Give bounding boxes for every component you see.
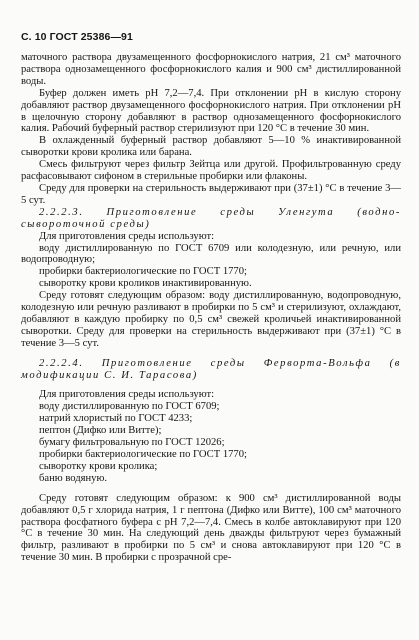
paragraph: сыворотку крови кроликов инактивированную.	[39, 278, 252, 290]
paragraph: Среду готовят следующим образом: воду дистиллированную, водопроводную, колодезную или речную разливают в пробирки по 5 см³ и стерилизуют, охлаждают, добавляют в каждую пробирку по 0,5 см³ свежей кроличьей инактивированной сыворотки. Среду для проверки на стерильность выдерживают при (37±1) °С в течение 3—5 сут.	[21, 290, 401, 349]
paragraph: Буфер должен иметь рН 7,2—7,4. При отклонении рН в кислую сторону добавляют раствор двузамещенного фосфорнокислого натрия. При отклонении рН в щелочную сторону добавляют в раствор однозамещенного фосфорнокислого калия. Рабочий буферный раствор стерилизуют при 120 °С в течение 30 мин.	[21, 87, 401, 135]
paragraph: пробирки бактериологические по ГОСТ 1770;	[39, 266, 247, 278]
paragraph: натрий хлористый по ГОСТ 4233;	[39, 413, 193, 425]
paragraph: Для приготовления среды используют:	[39, 230, 215, 242]
paragraph: пептон (Дифко или Витте);	[39, 425, 162, 437]
paragraph: Среду для проверки на стерильность выдерживают при (37±1) °С в течение 3—5 сут.	[21, 182, 401, 206]
paragraph: маточного раствора двузамещенного фосфорнокислого натрия, 21 см³ маточного раствора однозамещенного фосфорнокислого калия и 900 см³ дистиллированной воды.	[21, 52, 401, 87]
page-header: С. 10 ГОСТ 25386—91	[21, 31, 133, 43]
paragraph: воду дистиллированную по ГОСТ 6709 или колодезную, или речную, или водопроводную;	[21, 242, 401, 266]
paragraph: бумагу фильтровальную по ГОСТ 12026;	[39, 437, 225, 449]
paragraph: Смесь фильтруют через фильтр Зейтца или другой. Профильтрованную среду расфасовывают сифоном в стерильные пробирки или флаконы.	[21, 159, 401, 183]
paragraph: баню водяную.	[39, 472, 108, 484]
paragraph: сыворотку крови кролика;	[39, 460, 158, 472]
paragraph: Для приготовления среды используют:	[39, 389, 215, 401]
paragraph: 2.2.2.3. Приготовление среды Уленгута (водно-сывороточной среды)	[21, 206, 401, 230]
paragraph: В охлажденный буферный раствор добавляют 5—10 % инактивированной сыворотки крови кролика или барана.	[21, 135, 401, 159]
paragraph: воду дистиллированную по ГОСТ 6709;	[39, 401, 220, 413]
paragraph: 2.2.2.4. Приготовление среды Ферворта-Вольфа (в модификации С. И. Тарасова)	[21, 357, 401, 381]
document-body	[21, 52, 401, 564]
paragraph: пробирки бактериологические по ГОСТ 1770;	[39, 449, 247, 460]
paragraph: Среду готовят следующим образом: к 900 см³ дистиллированной воды добавляют 0,5 г хлорида натрия, 1 г пептона (Дифко или Витте), 100 см³ маточного раствора фосфатного буфера с рН 7,2—7,4. Смесь в колбе автоклавируют при 120 °С в течение 30 мин. На следующий день дважды фильтруют через бумажный фильтр, разливают в пробирки по 5 см³ и снова автоклавируют при 120 °С в течение 30 мин. В пробирки с прозрачной сре-	[21, 492, 401, 564]
